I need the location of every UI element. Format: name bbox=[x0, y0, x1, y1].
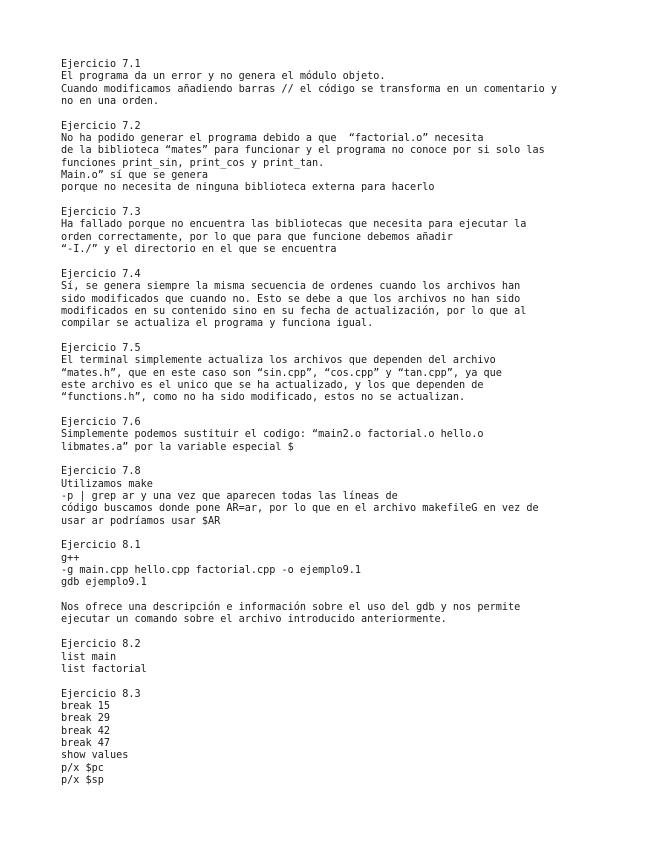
code-line: p/x $sp bbox=[61, 774, 104, 786]
text-line: No ha podido generar el programa debido a que “factorial.o” necesita bbox=[61, 133, 484, 145]
text-line: de la biblioteca “mates” para funcionar y el programa no conoce por si solo las bbox=[61, 145, 545, 157]
section-ejercicio-8-2 bbox=[61, 639, 641, 676]
code-line: list main bbox=[61, 651, 117, 663]
text-line: compilar se actualiza el programa y funciona igual. bbox=[61, 318, 374, 330]
section-ejercicio-7-1 bbox=[61, 59, 641, 108]
text-line: libmates.a” por la variable especial $ bbox=[61, 441, 294, 453]
text-line: El terminal simplemente actualiza los archivos que dependen del archivo bbox=[61, 355, 496, 367]
section-ejercicio-8-3 bbox=[61, 689, 641, 788]
section-heading: Ejercicio 7.2 bbox=[61, 120, 141, 132]
section-heading: Ejercicio 7.4 bbox=[61, 268, 141, 280]
section-ejercicio-7-5 bbox=[61, 343, 641, 405]
text-line: Utilizamos make bbox=[61, 478, 153, 490]
section-ejercicio-7-4 bbox=[61, 269, 641, 331]
text-line: orden correctamente, por lo que para que funcione debemos añadir bbox=[61, 231, 453, 243]
section-heading: Ejercicio 7.1 bbox=[61, 59, 141, 70]
section-heading: Ejercicio 7.6 bbox=[61, 416, 141, 428]
text-line: “mates.h”, que en este caso son “sin.cpp”, “cos.cpp” y “tan.cpp”, ya que bbox=[61, 367, 502, 379]
text-line: “-I./” y el directorio en el que se encuentra bbox=[61, 244, 337, 256]
code-line: g++ bbox=[61, 552, 80, 564]
text-line: usar ar podríamos usar $AR bbox=[61, 515, 221, 527]
section-gdb-description bbox=[61, 602, 641, 627]
code-line: break 29 bbox=[61, 713, 110, 725]
code-line: -g main.cpp hello.cpp factorial.cpp -o ejemplo9.1 bbox=[61, 565, 362, 577]
text-line: no en una orden. bbox=[61, 96, 159, 108]
text-line: sido modificados que cuando no. Esto se debe a que los archivos no han sido bbox=[61, 293, 521, 305]
text-line: Ha fallado porque no encuentra las bibliotecas que necesita para ejecutar la bbox=[61, 219, 527, 231]
text-line: funciones print_sin, print_cos y print_tan. bbox=[61, 157, 325, 169]
section-heading: Ejercicio 8.2 bbox=[61, 639, 141, 651]
code-line: break 47 bbox=[61, 737, 110, 749]
section-ejercicio-8-1 bbox=[61, 540, 641, 589]
section-ejercicio-7-2 bbox=[61, 121, 641, 195]
section-ejercicio-7-8 bbox=[61, 466, 641, 528]
text-line: ejecutar un comando sobre el archivo introducido anteriormente. bbox=[61, 614, 447, 626]
text-line: código buscamos donde pone AR=ar, por lo que en el archivo makefileG en vez de bbox=[61, 503, 539, 515]
section-ejercicio-7-6 bbox=[61, 417, 641, 454]
text-line: Sí, se genera siempre la misma secuencia de ordenes cuando los archivos han bbox=[61, 281, 521, 293]
text-line: Nos ofrece una descripción e información sobre el uso del gdb y nos permite bbox=[61, 602, 521, 614]
section-ejercicio-7-3 bbox=[61, 207, 641, 256]
code-line: p/x $pc bbox=[61, 762, 104, 774]
text-line: modificados en su contenido sino en su fecha de actualización, por lo que al bbox=[61, 305, 527, 317]
text-line: Cuando modificamos añadiendo barras // el código se transforma en un comentario y bbox=[61, 83, 557, 95]
text-line: -p | grep ar y una vez que aparecen todas las líneas de bbox=[61, 491, 398, 503]
section-heading: Ejercicio 8.3 bbox=[61, 688, 141, 700]
document-page bbox=[61, 59, 641, 800]
code-line: list factorial bbox=[61, 663, 147, 675]
code-line: show values bbox=[61, 750, 129, 762]
section-heading: Ejercicio 7.5 bbox=[61, 342, 141, 354]
text-line: El programa da un error y no genera el módulo objeto. bbox=[61, 71, 386, 83]
text-line: Main.o” sí que se genera bbox=[61, 170, 208, 182]
section-heading: Ejercicio 7.8 bbox=[61, 466, 141, 478]
section-heading: Ejercicio 7.3 bbox=[61, 207, 141, 219]
code-line: gdb ejemplo9.1 bbox=[61, 577, 147, 589]
text-line: “functions.h”, como no ha sido modificado, estos no se actualizan. bbox=[61, 392, 466, 404]
text-line: este archivo es el unico que se ha actualizado, y los que dependen de bbox=[61, 379, 484, 391]
text-line: Simplemente podemos sustituir el codigo: “main2.o factorial.o hello.o bbox=[61, 429, 484, 441]
code-line: break 15 bbox=[61, 700, 110, 712]
section-heading: Ejercicio 8.1 bbox=[61, 540, 141, 552]
code-line: break 42 bbox=[61, 725, 110, 737]
text-line: porque no necesita de ninguna biblioteca externa para hacerlo bbox=[61, 182, 435, 194]
